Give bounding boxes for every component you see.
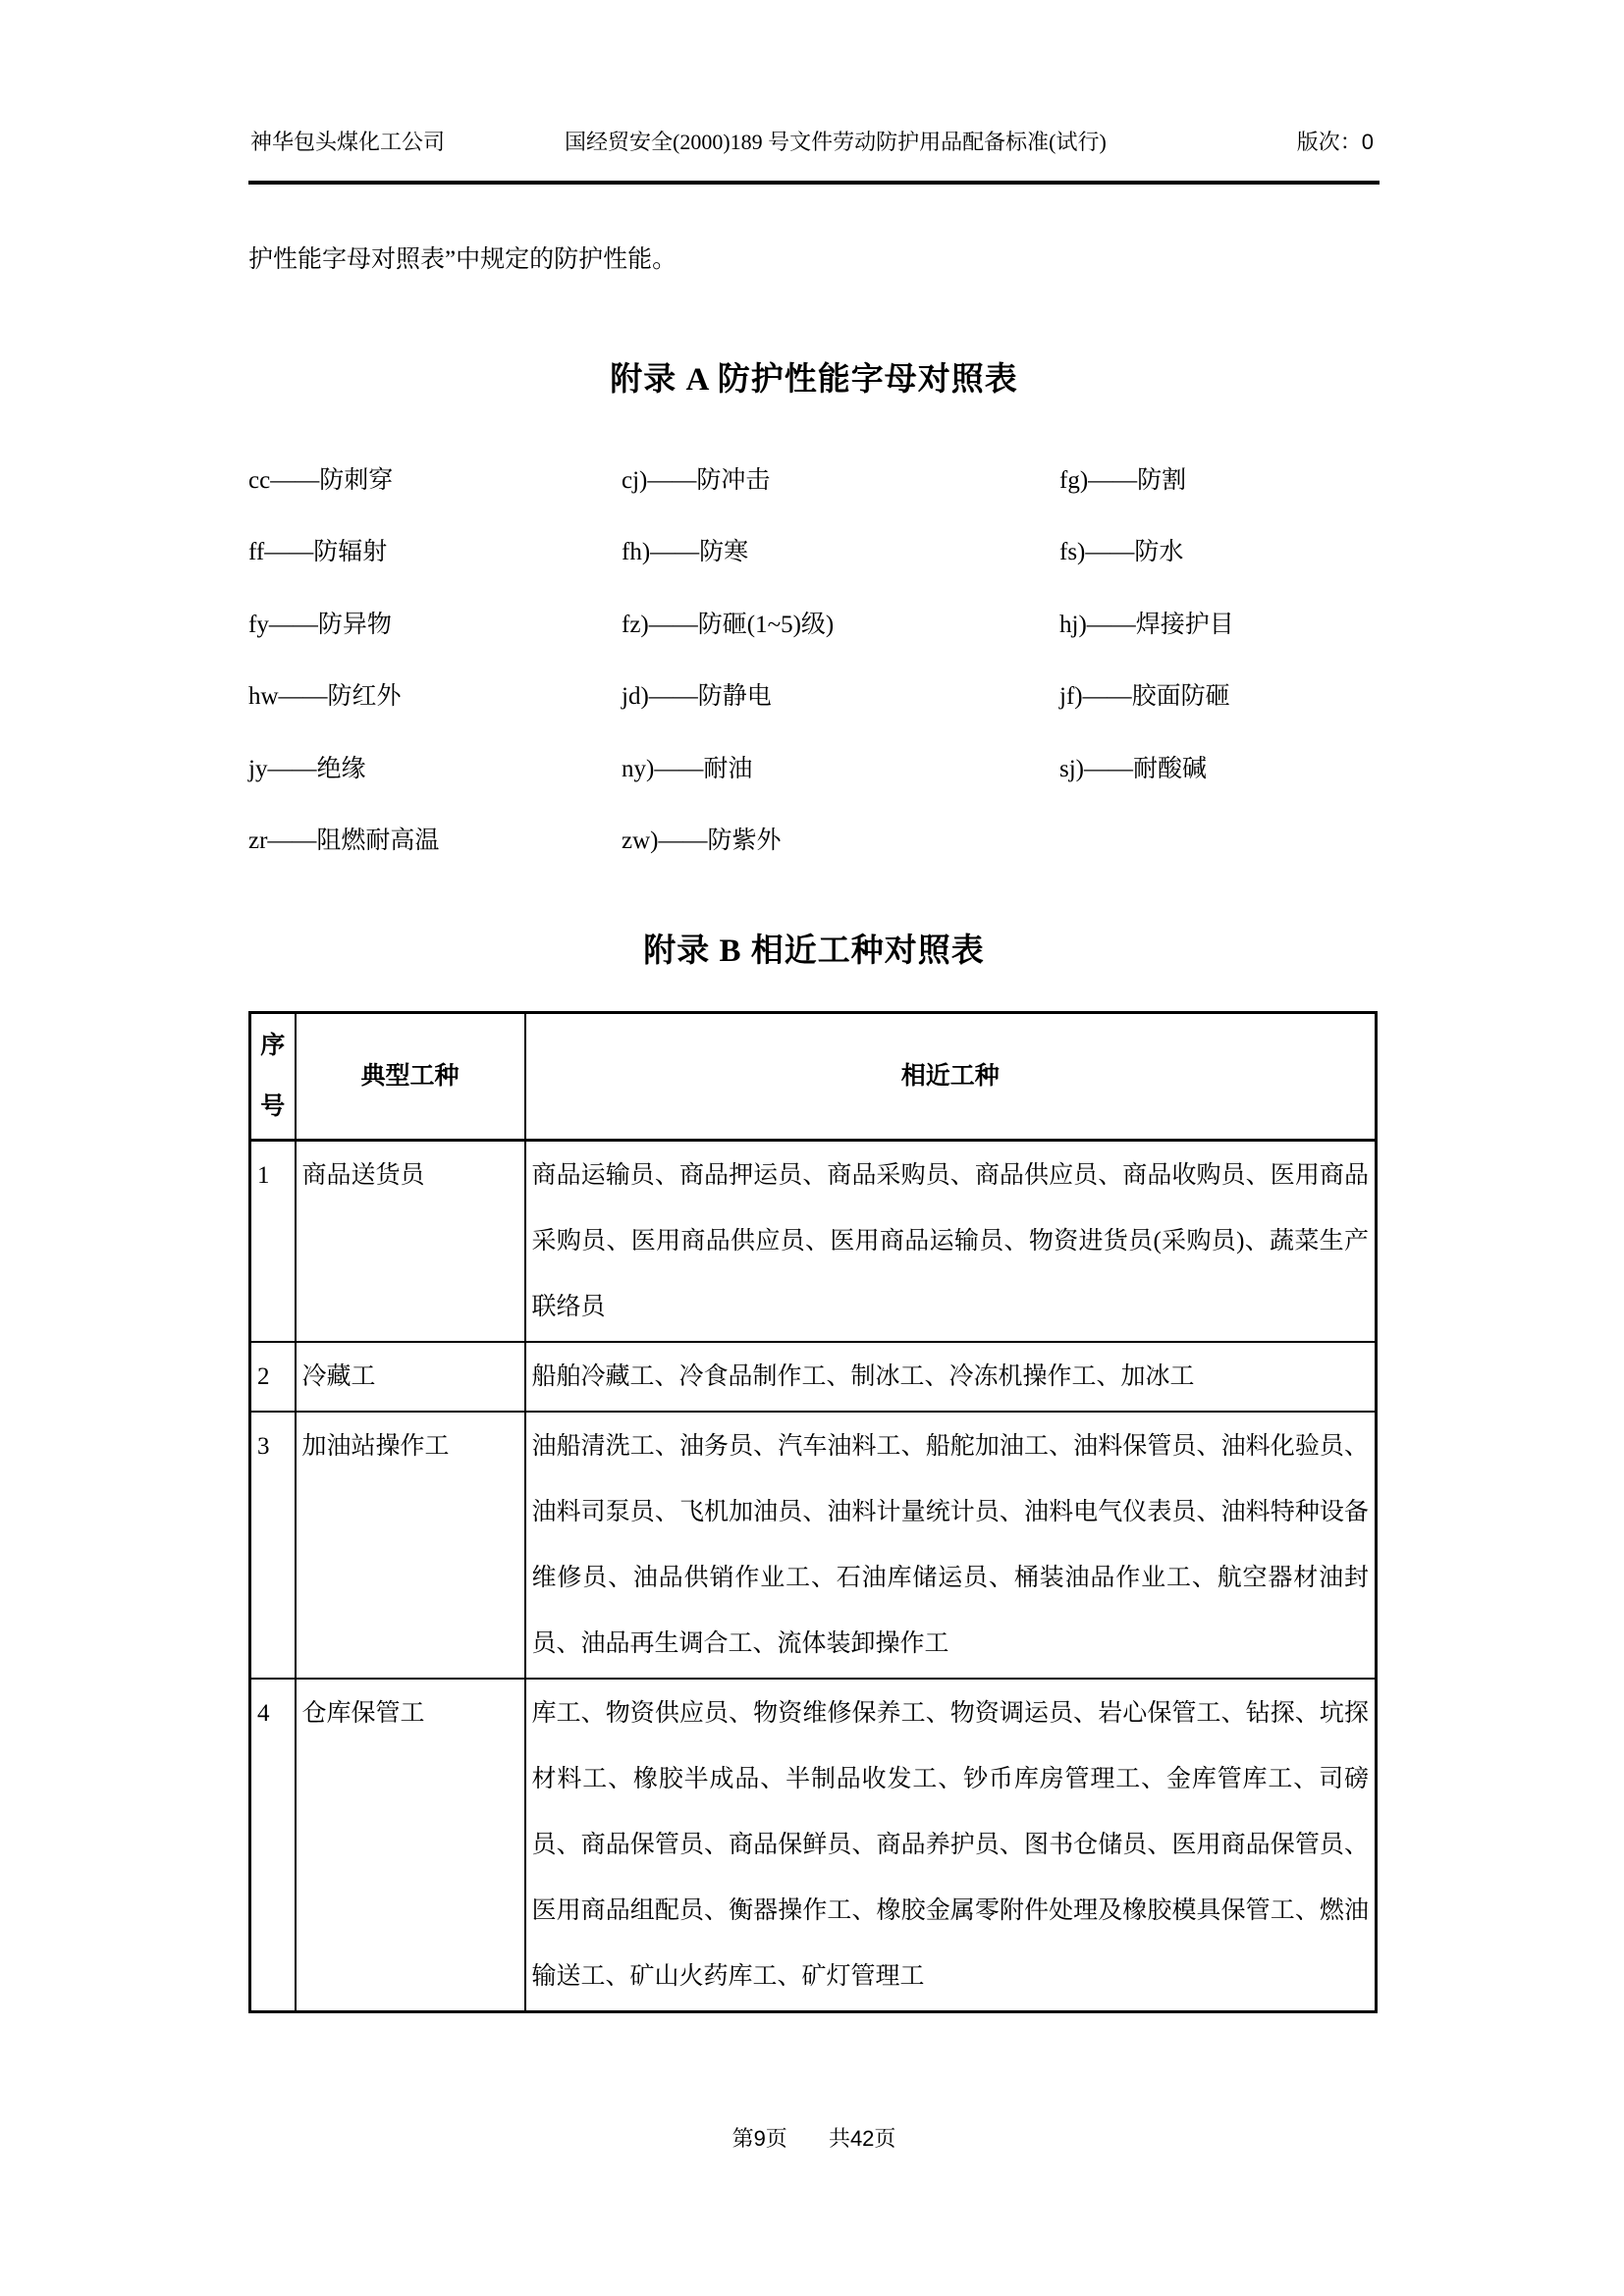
appendix-b-table-wrap	[248, 1011, 1378, 2013]
page-header	[248, 116, 1380, 185]
header-doc-title: 国经贸安全(2000)189 号文件劳动防护用品配备标准(试行)	[565, 130, 1107, 154]
cell-similar: 商品运输员、商品押运员、商品采购员、商品供应员、商品收购员、医用商品采购员、医用商品供应员、医用商品运输员、物资进货员(采购员)、蔬菜生产联络员	[525, 1141, 1377, 1343]
letter-item: ff——防辐射	[248, 539, 388, 566]
letter-item: zr——阻燃耐高温	[248, 828, 440, 855]
cell-no: 2	[250, 1342, 296, 1412]
appendix-b-table	[248, 1011, 1378, 2013]
cell-no: 3	[250, 1412, 296, 1679]
table-row	[250, 1141, 1377, 1343]
page-footer	[248, 2122, 1380, 2153]
col-header-typical: 典型工种	[296, 1013, 525, 1141]
table-row	[250, 1412, 1377, 1679]
intro-paragraph: 护性能字母对照表”中规定的防护性能。	[248, 246, 677, 273]
col-header-similar: 相近工种	[525, 1013, 1377, 1141]
letter-item: hj)——焊接护目	[1059, 611, 1234, 638]
letter-item: cj)——防冲击	[622, 466, 771, 494]
col-header-no: 序号	[250, 1013, 296, 1141]
letter-item: ny)——耐油	[622, 755, 753, 782]
letter-item: jd)——防静电	[622, 683, 772, 711]
letter-item: fz)——防砸(1~5)级)	[622, 611, 835, 638]
table-row	[250, 1679, 1377, 2012]
appendix-b-title: 附录 B 相近工种对照表	[643, 934, 985, 969]
letter-item: jy——绝缘	[248, 755, 366, 782]
cell-no: 1	[250, 1141, 296, 1343]
letter-item: fg)——防割	[1059, 466, 1187, 494]
cell-no: 4	[250, 1679, 296, 2012]
letter-item	[1059, 803, 1380, 876]
cell-typical: 仓库保管工	[296, 1679, 525, 2012]
cell-similar: 油船清洗工、油务员、汽车油料工、船舵加油工、油料保管员、油料化验员、油料司泵员、飞机加油员、油料计量统计员、油料电气仪表员、油料特种设备维修员、油品供销作业工、石油库储运员、桶装油品作业工、航空器材油封员、油品再生调合工、流体装卸操作工	[525, 1412, 1377, 1679]
header-version-value: 0	[1361, 130, 1374, 154]
cell-typical: 加油站操作工	[296, 1412, 525, 1679]
appendix-a-title: 附录 A 防护性能字母对照表	[610, 362, 1018, 398]
appendix-a-letter-list	[248, 442, 1380, 875]
header-version	[1297, 128, 1374, 157]
header-company: 神华包头煤化工公司	[250, 130, 446, 154]
cell-typical: 商品送货员	[296, 1141, 525, 1343]
letter-item: cc——防刺穿	[248, 466, 394, 494]
letter-item: fh)——防寒	[622, 539, 749, 566]
table-header-row	[250, 1013, 1377, 1141]
header-version-label: 版次：	[1296, 130, 1362, 154]
table-row	[250, 1342, 1377, 1412]
footer-page-number: 第9页	[731, 2126, 787, 2151]
cell-typical: 冷藏工	[296, 1342, 525, 1412]
cell-similar: 船舶冷藏工、冷食品制作工、制冰工、冷冻机操作工、加冰工	[525, 1342, 1377, 1412]
letter-item: jf)——胶面防砸	[1059, 683, 1230, 711]
letter-item: zw)——防紫外	[622, 828, 782, 855]
letter-item: fs)——防水	[1059, 539, 1184, 566]
letter-item: fy——防异物	[248, 611, 392, 638]
cell-similar: 库工、物资供应员、物资维修保养工、物资调运员、岩心保管工、钻探、坑探材料工、橡胶半成品、半制品收发工、钞币库房管理工、金库管库工、司磅员、商品保管员、商品保鲜员、商品养护员、图书仓储员、医用商品保管员、医用商品组配员、衡器操作工、橡胶金属零附件处理及橡胶模具保管工、燃油输送工、矿山火药库工、矿灯管理工	[525, 1679, 1377, 2012]
footer-total-pages: 共42页	[828, 2126, 896, 2151]
letter-item: sj)——耐酸碱	[1059, 755, 1208, 782]
letter-item: hw——防红外	[248, 683, 402, 711]
